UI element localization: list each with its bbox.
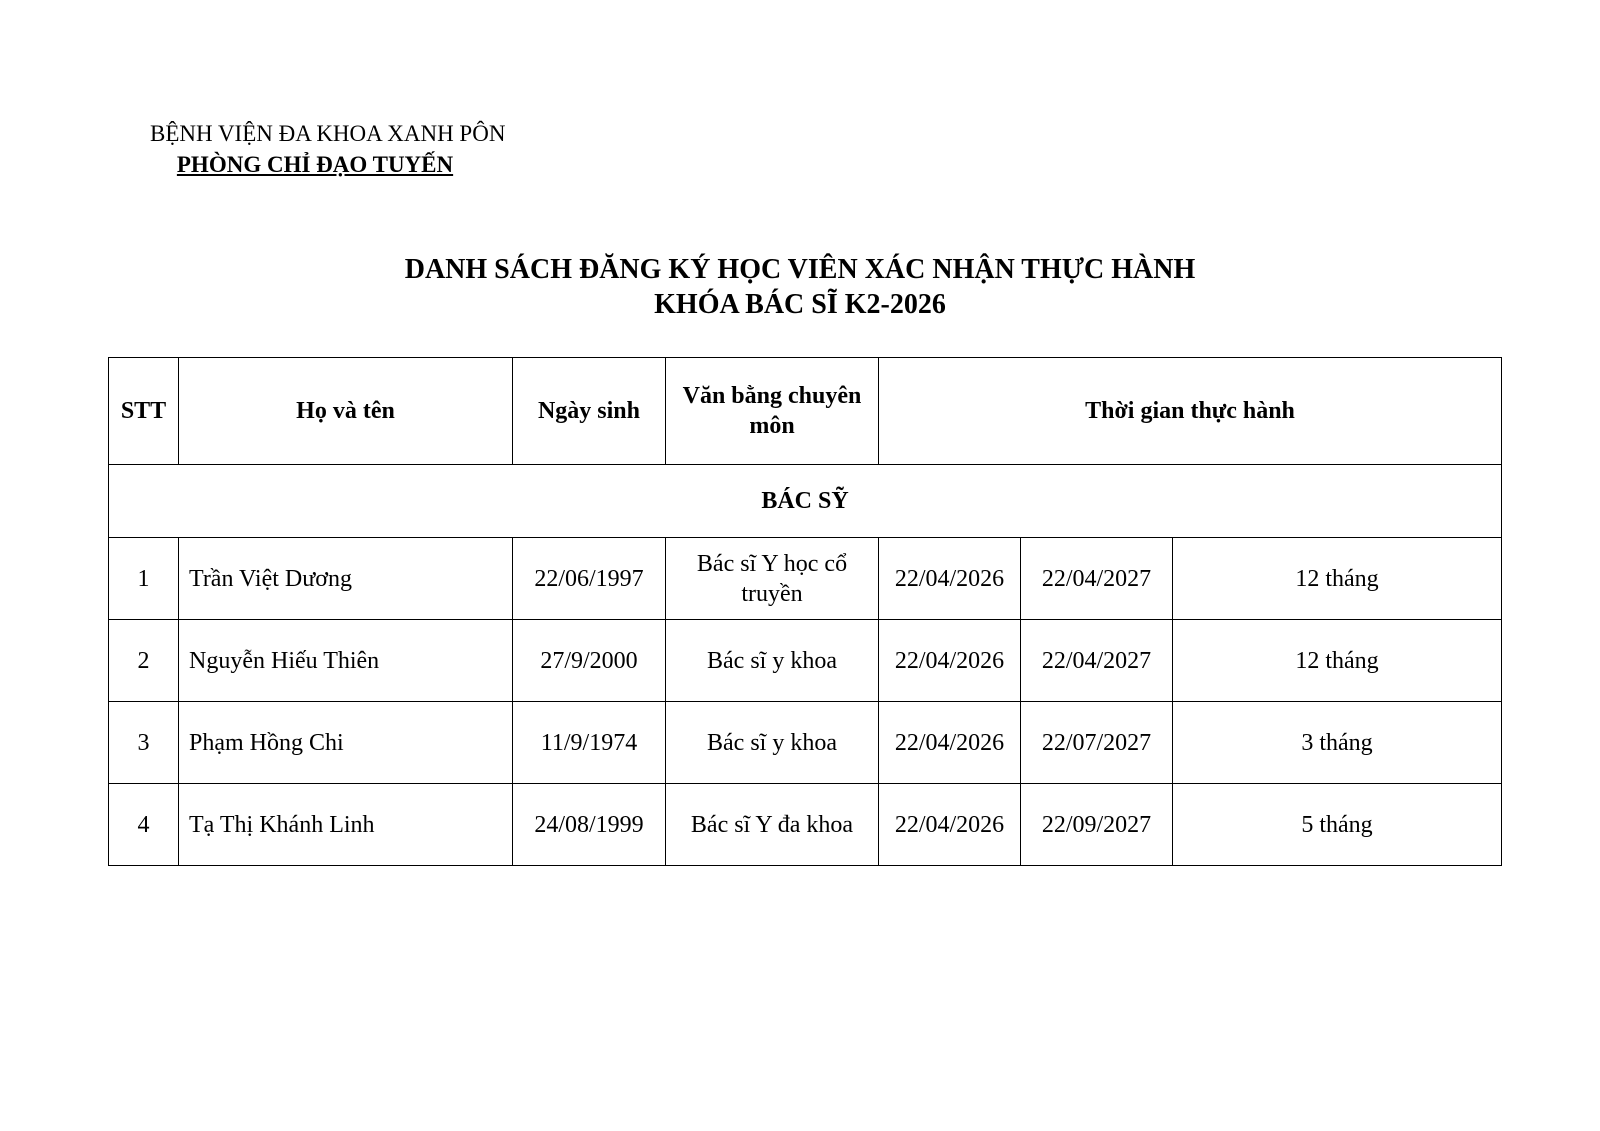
cell-duration: 12 tháng: [1173, 620, 1502, 702]
cell-degree: Bác sĩ y khoa: [666, 702, 879, 784]
cell-name: Tạ Thị Khánh Linh: [179, 784, 513, 866]
cell-dob: 27/9/2000: [513, 620, 666, 702]
organization-header: [150, 118, 506, 180]
header-dob: Ngày sinh: [513, 358, 666, 465]
cell-end-date: 22/04/2027: [1021, 538, 1173, 620]
cell-name: Nguyễn Hiếu Thiên: [179, 620, 513, 702]
cell-start-date: 22/04/2026: [879, 620, 1021, 702]
cell-degree: Bác sĩ Y đa khoa: [666, 784, 879, 866]
cell-duration: 12 tháng: [1173, 538, 1502, 620]
cell-degree: Bác sĩ y khoa: [666, 620, 879, 702]
title-line-1: DANH SÁCH ĐĂNG KÝ HỌC VIÊN XÁC NHẬN THỰC HÀNH: [404, 254, 1196, 285]
cell-start-date: 22/04/2026: [879, 702, 1021, 784]
cell-name: Phạm Hồng Chi: [179, 702, 513, 784]
header-name: Họ và tên: [179, 358, 513, 465]
section-row: [109, 465, 1502, 538]
cell-name: Trần Việt Dương: [179, 538, 513, 620]
table-header-row: [109, 358, 1502, 465]
hospital-name: BỆNH VIỆN ĐA KHOA XANH PÔN: [150, 121, 506, 146]
cell-start-date: 22/04/2026: [879, 784, 1021, 866]
header-stt: STT: [109, 358, 179, 465]
cell-start-date: 22/04/2026: [879, 538, 1021, 620]
cell-end-date: 22/04/2027: [1021, 620, 1173, 702]
cell-dob: 22/06/1997: [513, 538, 666, 620]
header-practice-time: Thời gian thực hành: [879, 358, 1502, 465]
cell-dob: 11/9/1974: [513, 702, 666, 784]
table-row: [109, 538, 1502, 620]
table-row: [109, 784, 1502, 866]
title-line-2: KHÓA BÁC SĨ K2-2026: [654, 289, 946, 320]
table-row: [109, 620, 1502, 702]
header-degree: Văn bằng chuyên môn: [666, 358, 879, 465]
trainee-table: [108, 357, 1502, 866]
department-name: PHÒNG CHỈ ĐẠO TUYẾN: [176, 152, 454, 177]
table-row: [109, 702, 1502, 784]
document-title: [0, 252, 1600, 322]
cell-stt: 2: [109, 620, 179, 702]
cell-dob: 24/08/1999: [513, 784, 666, 866]
cell-duration: 3 tháng: [1173, 702, 1502, 784]
cell-stt: 1: [109, 538, 179, 620]
cell-duration: 5 tháng: [1173, 784, 1502, 866]
cell-stt: 4: [109, 784, 179, 866]
cell-degree: Bác sĩ Y học cổ truyền: [666, 538, 879, 620]
cell-end-date: 22/09/2027: [1021, 784, 1173, 866]
cell-stt: 3: [109, 702, 179, 784]
cell-end-date: 22/07/2027: [1021, 702, 1173, 784]
section-label: BÁC SỸ: [109, 465, 1502, 538]
